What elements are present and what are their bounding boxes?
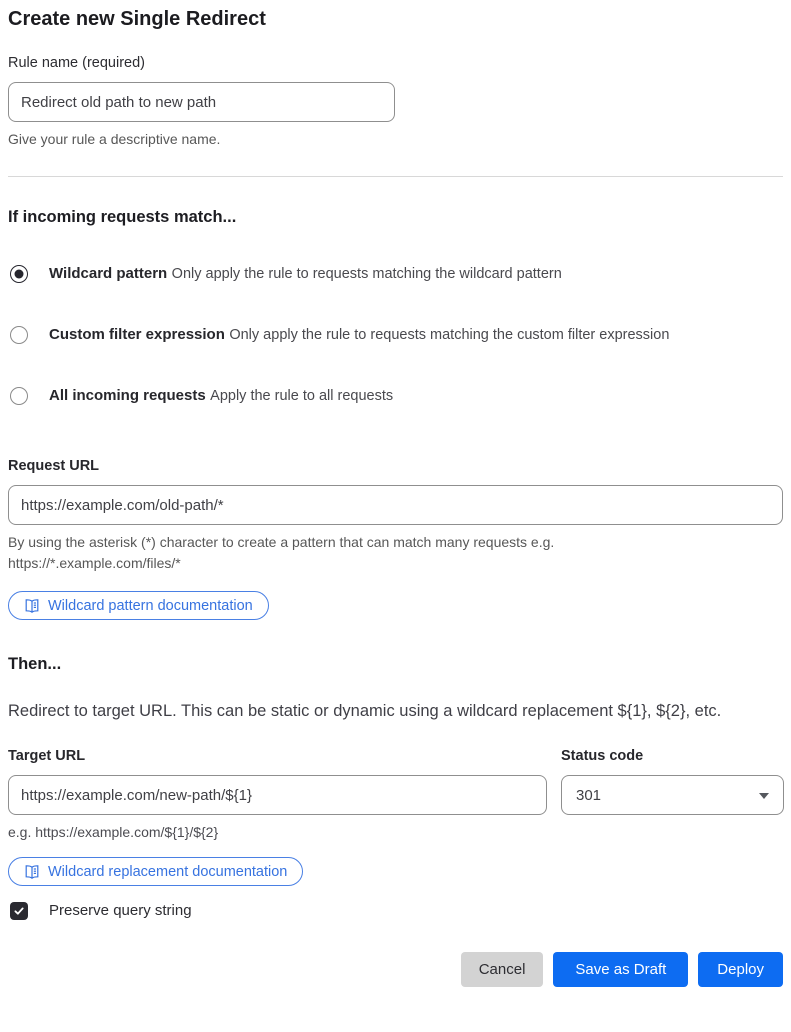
rule-name-input[interactable] [8, 82, 395, 122]
page-title: Create new Single Redirect [8, 8, 266, 30]
radio-option-all-incoming-requests[interactable] [8, 385, 783, 408]
rule-name-helper: Give your rule a descriptive name. [8, 131, 221, 147]
preserve-query-string-label: Preserve query string [49, 902, 192, 919]
radio-button-icon[interactable] [10, 326, 28, 344]
wildcard-pattern-docs-button[interactable] [8, 591, 269, 620]
then-section-description: Redirect to target URL. This can be static or dynamic using a wildcard replacement ${1}, ${2}, etc. [8, 702, 722, 720]
status-code-label: Status code [561, 748, 644, 764]
radio-option-wildcard-pattern[interactable] [8, 263, 783, 286]
radio-description: Only apply the rule to requests matching the wildcard pattern [171, 266, 562, 282]
checkbox-checked-icon[interactable] [10, 902, 28, 920]
match-section-heading: If incoming requests match... [8, 208, 237, 226]
then-section-heading: Then... [8, 655, 62, 673]
chevron-down-icon [759, 793, 769, 799]
doc-button-label: Wildcard pattern documentation [48, 597, 253, 614]
cancel-button[interactable]: Cancel [461, 952, 544, 987]
radio-description: Apply the rule to all requests [210, 388, 394, 404]
radio-button-icon[interactable] [10, 265, 28, 283]
match-type-radio-group [8, 263, 783, 408]
status-code-group [561, 746, 784, 843]
target-row [8, 746, 783, 843]
book-icon [24, 864, 40, 880]
status-code-select[interactable] [561, 775, 784, 815]
target-url-helper: e.g. https://example.com/${1}/${2} [8, 824, 219, 840]
radio-label: Wildcard pattern [49, 265, 168, 282]
request-url-input[interactable] [8, 485, 783, 525]
checkmark-icon [13, 905, 25, 917]
radio-option-custom-filter-expression[interactable] [8, 324, 783, 347]
radio-label: All incoming requests [49, 387, 206, 404]
request-url-helper: By using the asterisk (*) character to create a pattern that can match many requests e.g. https://*.example.com/files/* [8, 534, 555, 571]
rule-name-label: Rule name (required) [8, 55, 146, 71]
radio-label: Custom filter expression [49, 326, 225, 343]
deploy-button[interactable]: Deploy [698, 952, 783, 987]
radio-button-icon[interactable] [10, 387, 28, 405]
request-url-label: Request URL [8, 458, 100, 474]
radio-description: Only apply the rule to requests matching the custom filter expression [229, 327, 670, 343]
form-action-buttons [8, 952, 783, 987]
target-url-label: Target URL [8, 748, 86, 764]
target-url-input[interactable] [8, 775, 547, 815]
doc-button-label: Wildcard replacement documentation [48, 863, 288, 880]
book-icon [24, 598, 40, 614]
status-code-value: 301 [576, 786, 602, 804]
target-url-group [8, 746, 547, 843]
save-as-draft-button[interactable]: Save as Draft [553, 952, 688, 987]
section-divider [8, 176, 783, 177]
wildcard-replacement-docs-button[interactable] [8, 857, 303, 886]
preserve-query-string-checkbox-row[interactable] [8, 901, 783, 921]
